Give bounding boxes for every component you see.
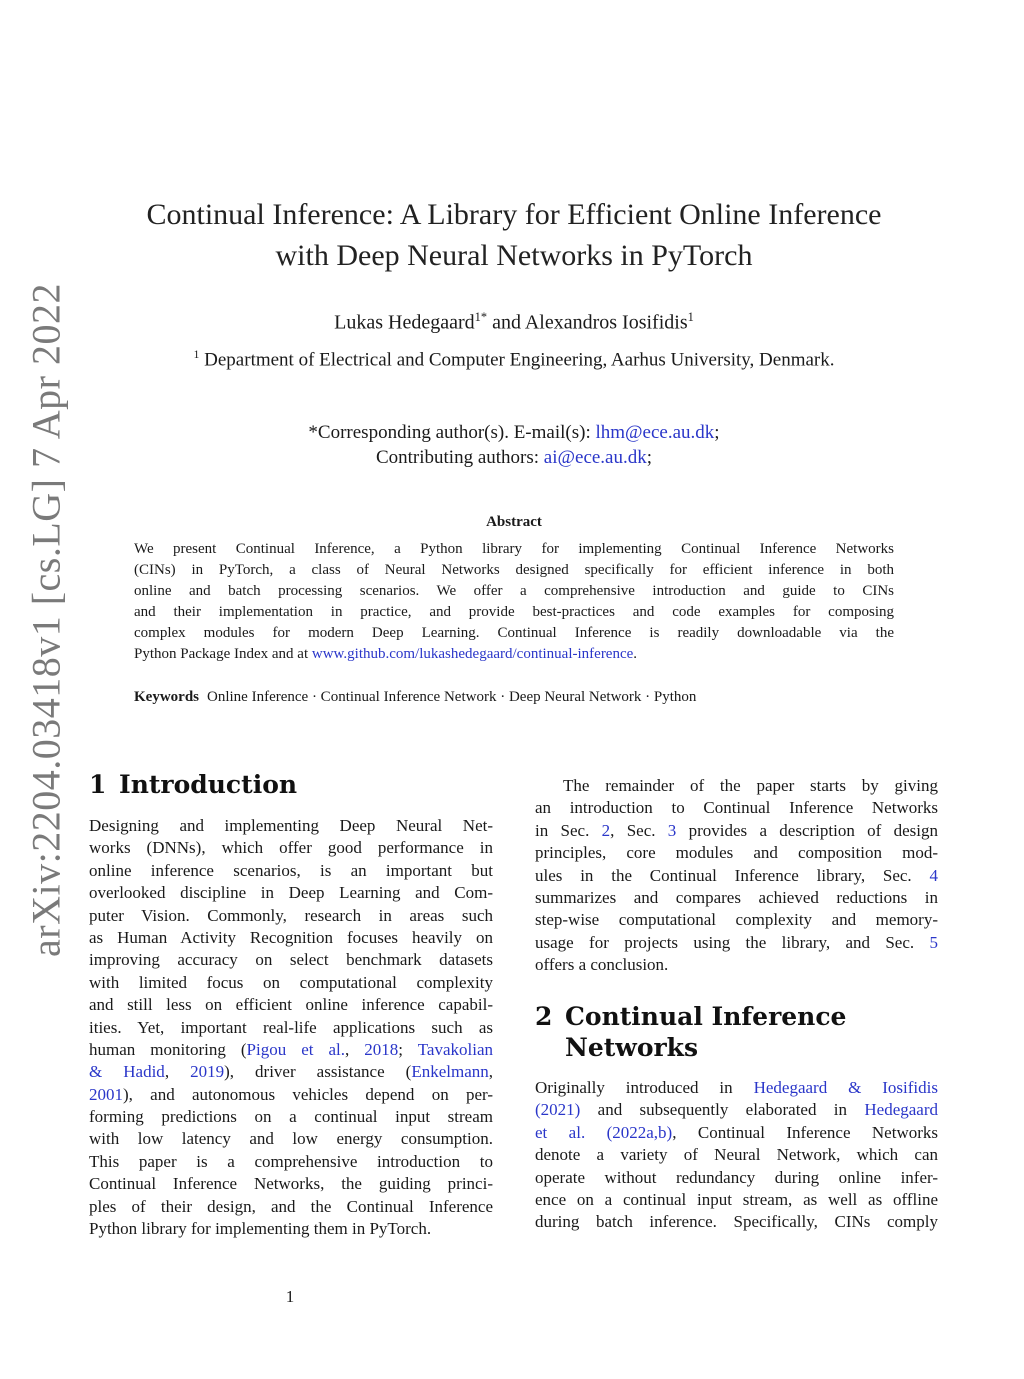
paper-title-line-2: with Deep Neural Networks in PyTorch — [275, 239, 753, 272]
arxiv-identifier-stamp: arXiv:2204.03418v1 [cs.LG] 7 Apr 2022 — [23, 283, 69, 957]
body-line — [89, 1061, 493, 1083]
contributing-label: Contributing authors: — [375, 447, 540, 468]
introduction-body — [89, 815, 493, 1240]
abstract-line: and their implementation in practice, and provide best-practices and code examples for composing — [134, 604, 894, 620]
citation-link[interactable]: 2001 — [89, 1084, 123, 1104]
section-number: 1 — [89, 770, 107, 799]
abstract-line: complex modules for modern Deep Learning. Continual Inference is readily downloadable via the — [134, 625, 894, 641]
corresponding-author-line — [100, 420, 928, 445]
body-line — [535, 1077, 938, 1099]
body-line: works (DNNs), which offer good performance in — [89, 838, 493, 858]
section-reference-link[interactable]: 2 — [601, 820, 611, 840]
body-line: The remainder of the paper starts by giving — [563, 776, 938, 795]
citation-link[interactable]: Pigou et al. — [246, 1039, 346, 1059]
github-repository-link[interactable]: www.github.com/lukashedegaard/continual-inference — [311, 646, 634, 662]
body-line: Python library for implementing them in PyTorch. — [89, 1219, 432, 1239]
body-line: and still less on efficient online inference capabil- — [89, 995, 493, 1015]
body-line — [535, 1122, 938, 1144]
body-line: offers a conclusion. — [535, 955, 669, 975]
body-text: , Continual Inference Networks — [672, 1122, 938, 1142]
body-line: principles, core modules and composition mod- — [535, 843, 938, 863]
body-line — [535, 865, 938, 887]
body-line: Designing and implementing Deep Neural Net- — [89, 816, 493, 835]
author-conjunction: and — [492, 311, 521, 334]
body-line: forming predictions on a continual input stream — [89, 1107, 493, 1127]
abstract-heading: Abstract — [486, 514, 542, 530]
paper-title-line-1: Continual Inference: A Library for Efficient Online Inference — [146, 198, 882, 231]
body-text: , Sec. — [610, 820, 668, 840]
body-line: as Human Activity Recognition focuses heavily on — [89, 927, 493, 947]
affiliation-text: Department of Electrical and Computer Engineering, Aarhus University, Denmark. — [204, 349, 835, 371]
body-text: , — [164, 1062, 191, 1082]
citation-link[interactable]: Enkelmann — [411, 1062, 489, 1082]
author-affiliation — [100, 348, 928, 371]
body-line: puter Vision. Commonly, research in areas such — [89, 905, 493, 925]
body-line: with limited focus on computational complexity — [89, 972, 493, 992]
body-line: operate without redundancy during online infer- — [535, 1167, 938, 1187]
citation-link[interactable]: et al. (2022a,b) — [535, 1122, 673, 1142]
corresponding-email-link[interactable]: lhm@ece.au.dk — [595, 422, 715, 443]
body-line: an introduction to Continual Inference Networks — [535, 798, 938, 818]
author-superscript: 1 — [687, 310, 694, 324]
body-line: online inference scenarios, is an important but — [89, 860, 493, 880]
body-text: Originally introduced in — [535, 1078, 754, 1097]
section-title: Continual Inference — [565, 1002, 847, 1031]
section-number: 2 — [535, 1002, 553, 1031]
corresponding-label: *Corresponding author(s). E-mail(s): — [308, 422, 591, 443]
body-text: , — [488, 1062, 493, 1082]
contributing-email-link[interactable]: ai@ece.au.dk — [543, 447, 647, 468]
paper-outline-paragraph — [535, 775, 938, 977]
keywords-line — [134, 689, 894, 706]
section-reference-link[interactable]: 4 — [929, 865, 938, 885]
body-line: ities. Yet, important real-life applications such as — [89, 1017, 493, 1037]
body-line: during batch inference. Specifically, CINs comply — [535, 1212, 938, 1232]
abstract-line — [134, 644, 894, 665]
section-title: Introduction — [119, 770, 298, 799]
body-line — [89, 1039, 493, 1061]
separator: ; — [646, 447, 653, 468]
body-text: human monitoring ( — [89, 1039, 247, 1059]
abstract-body — [134, 539, 894, 665]
body-line: denote a variety of Neural Network, which can — [535, 1145, 938, 1165]
section-2-heading — [535, 1001, 935, 1063]
citation-link[interactable]: 2019 — [190, 1062, 225, 1082]
section-reference-link[interactable]: 3 — [667, 820, 677, 840]
body-text: usage for projects using the library, and Sec. — [535, 932, 930, 952]
body-line: summarizes and compares achieved reductions in — [535, 887, 938, 907]
citation-link[interactable]: (2021) — [535, 1100, 581, 1120]
body-line — [535, 820, 938, 842]
affiliation-superscript: 1 — [193, 348, 200, 361]
keywords-items: Online Inference · Continual Inference Network · Deep Neural Network · Python — [207, 689, 697, 705]
body-text: ), driver assistance ( — [224, 1062, 412, 1082]
author-list — [100, 310, 928, 335]
paper-title — [100, 194, 928, 276]
body-line — [535, 1099, 938, 1121]
body-line — [535, 932, 938, 954]
citation-link[interactable]: Hedegaard & Iosifidis — [753, 1078, 938, 1097]
author-superscript: 1* — [474, 310, 488, 324]
body-line: ence on a continual input stream, as well as offline — [535, 1189, 938, 1209]
citation-link[interactable]: & Hadid — [89, 1062, 165, 1082]
correspondence-block — [100, 420, 928, 470]
contributing-authors-line — [100, 445, 928, 470]
body-line: improving accuracy on select benchmark datasets — [89, 950, 493, 970]
section-reference-link[interactable]: 5 — [929, 932, 938, 952]
body-line — [89, 1084, 493, 1106]
body-text: provides a description of design — [676, 820, 938, 840]
body-text: ules in the Continual Inference library, Sec. — [535, 865, 930, 885]
body-text: ), and autonomous vehicles depend on per- — [123, 1084, 493, 1104]
citation-link[interactable]: Hedegaard — [864, 1100, 938, 1120]
page-number: 1 — [285, 1287, 295, 1306]
citation-link[interactable]: 2018 — [364, 1039, 399, 1059]
body-text: in Sec. — [535, 820, 602, 840]
separator: ; — [714, 422, 720, 443]
body-text: and subsequently elaborated in — [580, 1100, 865, 1120]
citation-link[interactable]: Tavakolian — [417, 1039, 493, 1059]
body-text: , — [345, 1039, 365, 1059]
author-name: Alexandros Iosifidis — [524, 311, 688, 334]
abstract-line: online and batch processing scenarios. We offer a comprehensive introduction and guide to CINs — [134, 583, 894, 599]
body-line: Continual Inference Networks, the guiding princi- — [89, 1174, 493, 1194]
abstract-line: We present Continual Inference, a Python library for implementing Continual Inference Networks — [134, 541, 894, 557]
body-line: This paper is a comprehensive introduction to — [89, 1151, 493, 1171]
abstract-line: (CINs) in PyTorch, a class of Neural Networks designed specifically for efficient inference in both — [134, 562, 894, 578]
keywords-label: Keywords — [134, 689, 199, 705]
section-1-heading — [89, 769, 297, 800]
body-line: with low latency and low energy consumption. — [89, 1129, 493, 1149]
body-line: step-wise computational complexity and memory- — [535, 910, 938, 930]
body-line: overlooked discipline in Deep Learning and Com- — [89, 883, 493, 903]
body-text: ; — [398, 1039, 418, 1059]
section-title-continued: Networks — [565, 1033, 699, 1062]
abstract-text: Python Package Index and at — [134, 646, 312, 662]
abstract-text: . — [633, 646, 638, 662]
section-2-body — [535, 1077, 938, 1234]
author-name: Lukas Hedegaard — [334, 311, 475, 334]
body-line: ples of their design, and the Continual Inference — [89, 1196, 493, 1216]
